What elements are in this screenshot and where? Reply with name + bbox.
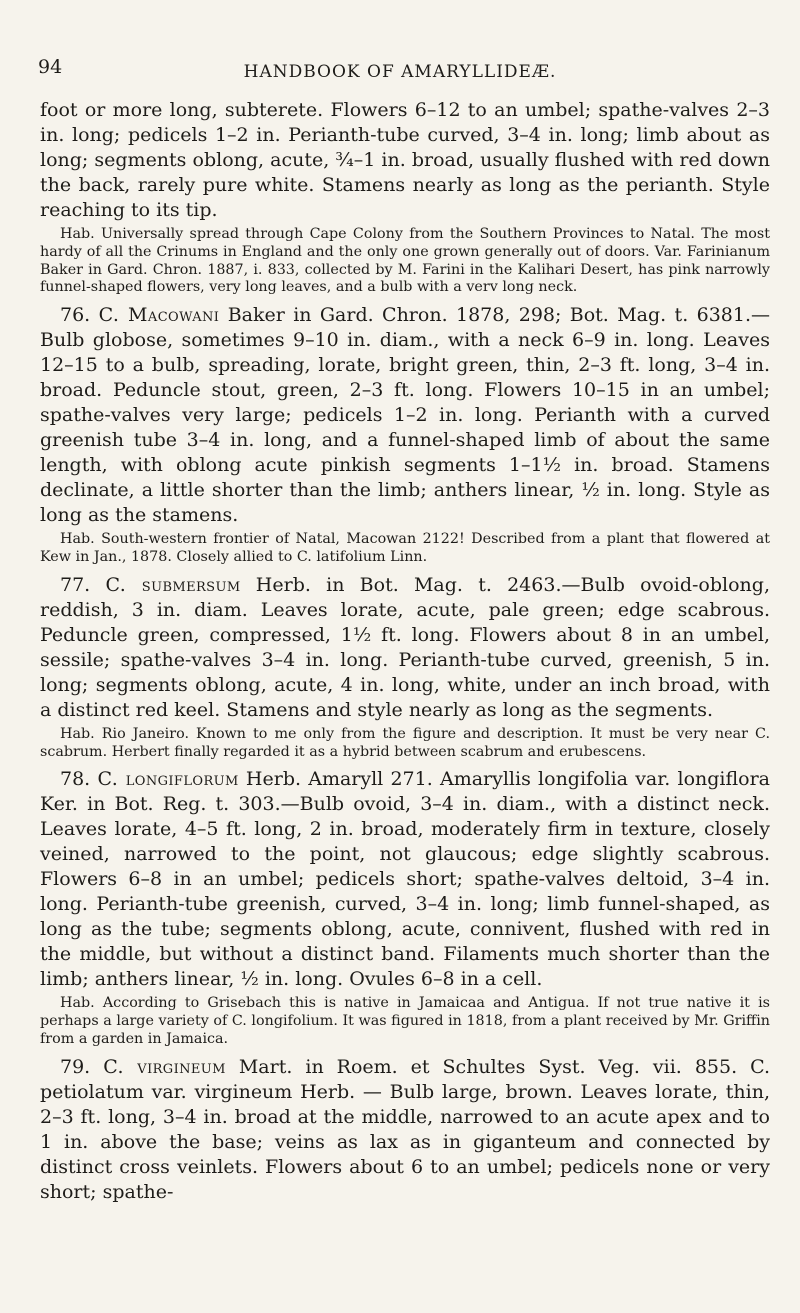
entry-number: 78.: [60, 768, 91, 791]
species-entry-79: [40, 1055, 770, 1205]
entry-text: Baker in Gard. Chron. 1878, 298; Bot. Mag. t. 6381.—Bulb globose, sometimes 9–10 in. diam., with a neck 6–9 in. long. Leaves 12–15 to a bulb, spreading, lorate, bright green, thin, 2–3 ft. long, 3–4 in. broad. Peduncle stout, green, 2–3 ft. long. Flowers 10–15 in an umbel; spathe-valves very large; pedicels 1–2 in. long. Perianth with a curved greenish tube 3–4 in. long, and a funnel-shaped limb of about the same length, with oblong acute pinkish segments 1–1½ in. broad. Stamens declinate, a little shorter than the limb; anthers linear, ½ in. long. Style as long as the stamens.: [40, 304, 770, 527]
habitat-note: [40, 995, 770, 1048]
species-name: C. submersum: [105, 573, 241, 596]
species-name: C. longiflorum: [97, 768, 239, 791]
species-name: C. Macowani: [98, 304, 220, 327]
paragraph-text: foot or more long, subterete. Flowers 6–12 to an umbel; spathe-valves 2–3 in. long; pedicels 1–2 in. Perianth-tube curved, 3–4 in. long; limb about as long; segments oblong, acute, ¾–1 in. broad, usually flushed with red down the back, rarely pure white. Stamens nearly as long as the perianth. Style reaching to its tip.: [40, 99, 770, 221]
species-entry-76: [40, 303, 770, 528]
entry-text: Herb. in Bot. Mag. t. 2463.—Bulb ovoid-oblong, reddish, 3 in. diam. Leaves lorate, acute, pale green; edge scabrous. Peduncle green, compressed, 1½ ft. long. Flowers about 8 in an umbel, sessile; spathe-valves 3–4 in. long. Perianth-tube curved, greenish, 5 in. long; segments oblong, acute, 4 in. long, white, under an inch broad, with a distinct red keel. Stamens and style nearly as long as the segments.: [40, 573, 770, 721]
habitat-note: [40, 726, 770, 762]
entry-text: Herb. Amaryll 271. Amaryllis longifolia var. longiflora Ker. in Bot. Reg. t. 303.—Bulb ovoid, 3–4 in. diam., with a distinct neck. Leaves lorate, 4–5 ft. long, 2 in. broad, moderately firm in texture, closely veined, narrowed to the point, not glaucous; edge slightly scabrous. Flowers 6–8 in an umbel; pedicels short; spathe-valves deltoid, 3–4 in. long. Perianth-tube greenish, curved, 3–4 in. long; limb funnel-shaped, as long as the tube; segments oblong, acute, connivent, flushed with red in the middle, but without a distinct band. Filaments much shorter than the limb; anthers linear, ½ in. long. Ovules 6–8 in a cell.: [40, 768, 771, 991]
species-entry-78: [40, 767, 770, 992]
habitat-text: Hab. According to Grisebach this is native in Jamaicaa and Antigua. If not true native it is perhaps a large variety of C. longifolium. It was figured in 1818, from a plant received by Mr. Griffin from a garden in Jamaica.: [40, 995, 770, 1047]
habitat-text: Hab. Universally spread through Cape Colony from the Southern Provinces to Natal. The most hardy of all the Crinums in England and the only one grown generally out of doors. Var. Farinianum Baker in Gard. Chron. 1887, i. 833, collected by M. Farini in the Kalihari Desert, has pink narrowly funnel-shaped flowers, very long leaves, and a bulb with a verv long neck.: [40, 226, 770, 296]
habitat-note: [40, 226, 770, 297]
entry-number: 76.: [60, 304, 91, 327]
running-head: HANDBOOK OF AMARYLLIDEÆ.: [243, 62, 557, 82]
habitat-note: [40, 531, 770, 567]
habitat-text: Hab. South-western frontier of Natal, Macowan 2122! Described from a plant that flowered at Kew in Jan., 1878. Closely allied to C. latifolium Linn.: [40, 531, 770, 565]
entry-text: Mart. in Roem. et Schultes Syst. Veg. vii. 855. C. petiolatum var. virgineum Herb. — Bulb large, brown. Leaves lorate, thin, 2–3 ft. long, 3–4 in. broad at the middle, narrowed to an acute apex and to 1 in. above the base; veins as lax as in giganteum and connected by distinct cross veinlets. Flowers about 6 to an umbel; pedicels none or very short; spathe-: [40, 1055, 771, 1203]
page-number: 94: [38, 56, 63, 78]
habitat-text: Hab. Rio Janeiro. Known to me only from the figure and description. It must be very near C. scabrum. Herbert finally regarded it as a hybrid between scabrum and erubescens.: [40, 725, 770, 760]
page-body: [40, 98, 770, 1205]
entry-number: 79.: [60, 1055, 91, 1078]
paragraph-intro: [40, 98, 770, 223]
species-entry-77: [40, 573, 770, 723]
species-name: C. virgineum: [103, 1055, 226, 1078]
entry-number: 77.: [60, 573, 91, 596]
